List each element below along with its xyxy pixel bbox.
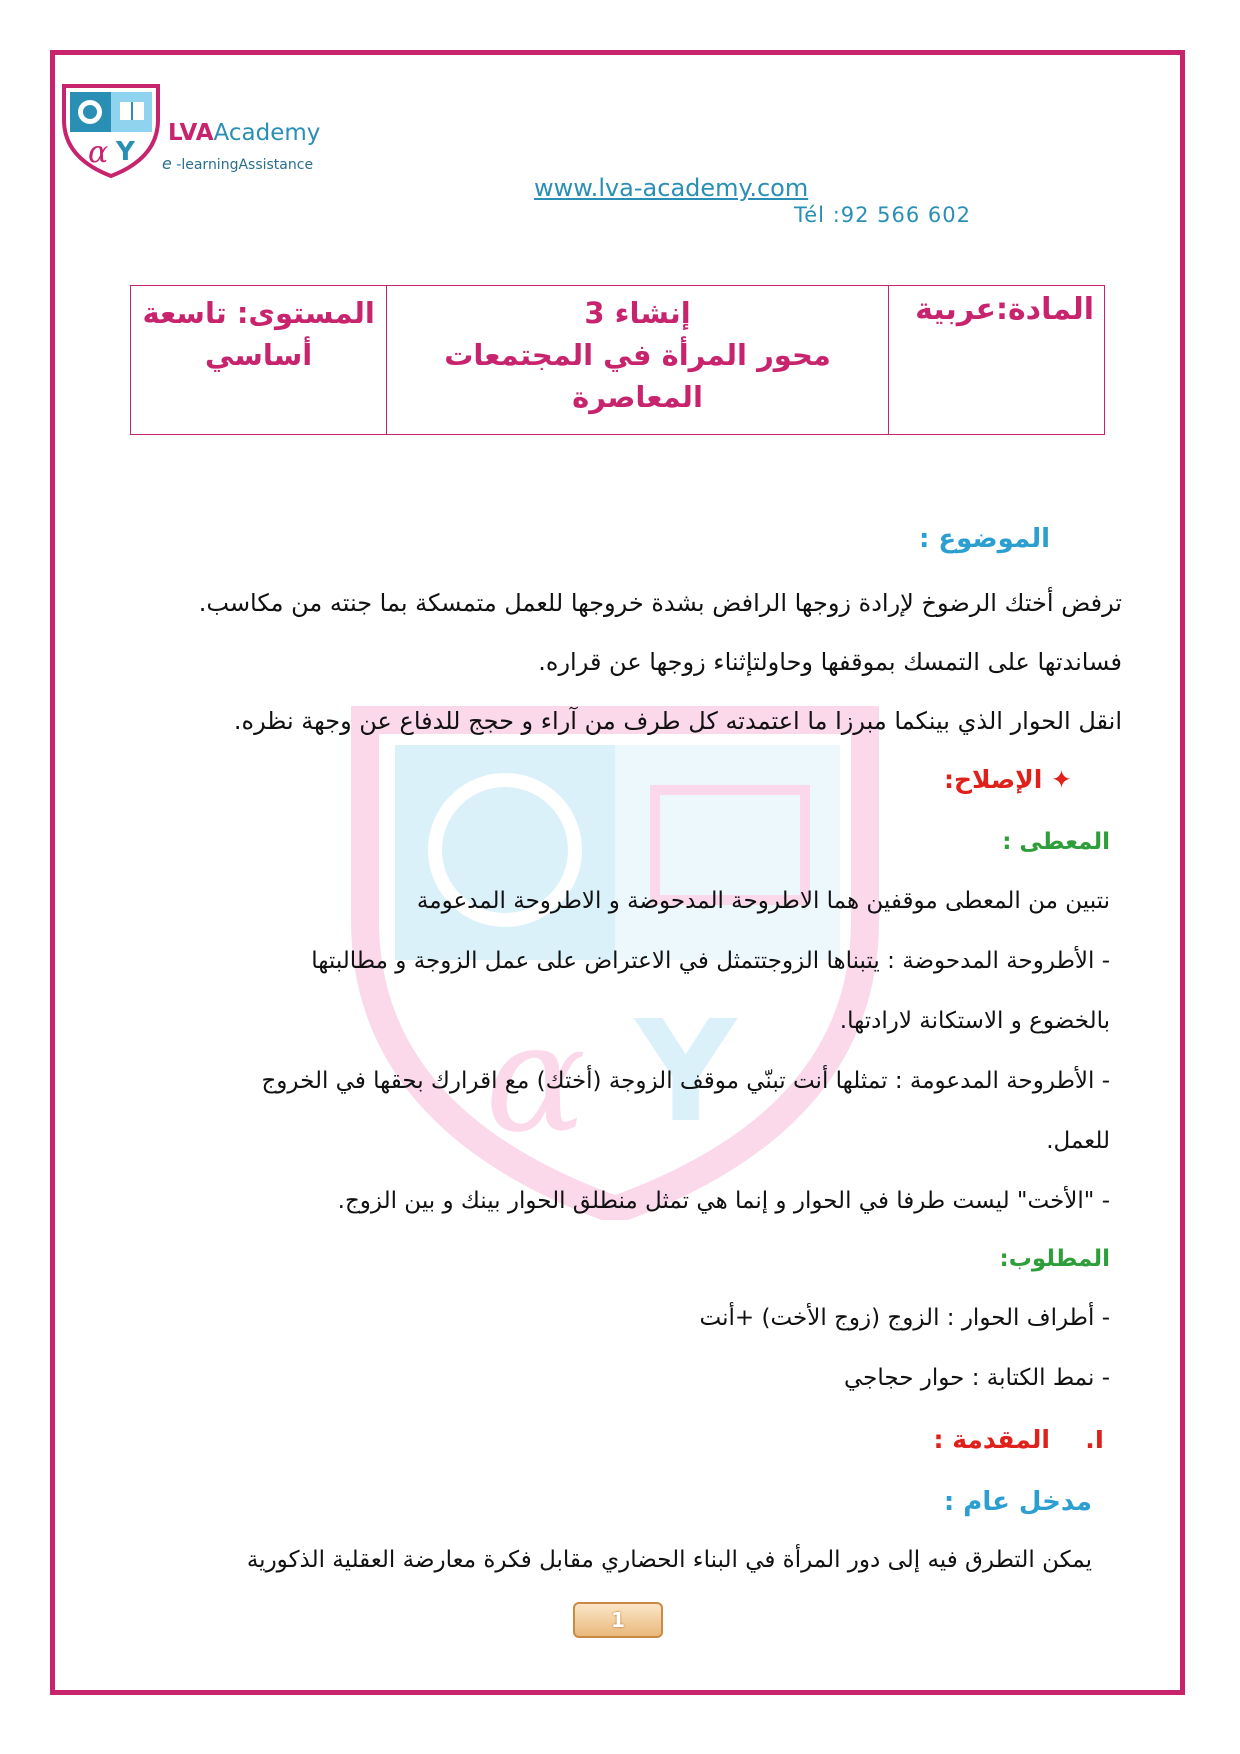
given-heading: المعطى :: [1002, 829, 1110, 855]
lesson-number: إنشاء 3: [584, 296, 691, 330]
required-line-2: - نمط الكتابة : حوار حجاجي: [844, 1365, 1110, 1391]
lesson-title-line1: محور المرأة في المجتمعات: [444, 338, 831, 373]
given-line-4: - الأطروحة المدعومة : تمثلها أنت تبنّي موقف الزوجة (أختك) مع اقرارك بحقها في الخروج: [261, 1068, 1110, 1094]
svg-text:Y: Y: [635, 991, 737, 1154]
tagline-e: e: [162, 154, 172, 173]
general-intro-heading: مدخل عام :: [943, 1487, 1092, 1517]
given-line-1: نتبين من المعطى موقفين هما الاطروحة المدحوضة و الاطروحة المدعومة: [416, 888, 1110, 914]
tagline-rest: -learningAssistance: [171, 157, 314, 173]
svg-text:α: α: [485, 992, 587, 1166]
required-heading: المطلوب:: [999, 1246, 1110, 1272]
title-cell: [387, 286, 889, 435]
lva-academy-logo: [58, 80, 164, 180]
phone-number: Tél :92 566 602: [794, 203, 972, 227]
brand-suffix: Academy: [213, 120, 321, 146]
brand-tagline: [162, 154, 313, 173]
brand-name: [168, 120, 320, 146]
given-line-3: بالخضوع و الاستكانة لارادتها.: [839, 1008, 1110, 1034]
given-line-5: للعمل.: [1046, 1128, 1110, 1154]
intro-number: I.: [1085, 1425, 1104, 1454]
svg-text:Y: Y: [116, 137, 135, 167]
lesson-title-line2: المعاصرة: [572, 380, 703, 415]
topic-line-1: ترفض أختك الرضوخ لإرادة زوجها الرافض بشدة خروجها للعمل متمسكة بما جنته من مكاسب.: [198, 589, 1122, 617]
info-table: [130, 285, 1105, 435]
info-row: [131, 286, 1105, 435]
level-line1: المستوى: تاسعة: [142, 296, 375, 330]
topic-line-3: انقل الحوار الذي بينكما مبرزا ما اعتمدته كل طرف من آراء و حجج للدفاع عن وجهة نظره.: [233, 707, 1122, 735]
level-cell: [131, 286, 387, 435]
brand-prefix: LVA: [168, 120, 214, 146]
correction-heading: ✦ الإصلاح:: [944, 765, 1072, 794]
topic-heading: الموضوع :: [918, 524, 1050, 554]
svg-text:α: α: [88, 135, 109, 170]
given-line-6: - "الأخت" ليست طرفا في الحوار و إنما هي تمثل منطلق الحوار بينك و بين الزوج.: [337, 1188, 1110, 1214]
level-line2: أساسي: [205, 338, 313, 373]
given-line-2: - الأطروحة المدحوضة : يتبناها الزوجتتمثل في الاعتراض على عمل الزوجة و مطالبتها: [311, 948, 1110, 974]
page-number: 1: [573, 1602, 663, 1638]
subject-cell: [888, 286, 1104, 435]
subject-label: المادة:عربية: [915, 292, 1094, 327]
general-intro-line: يمكن التطرق فيه إلى دور المرأة في البناء الحضاري مقابل فكرة معارضة العقلية الذكورية: [246, 1547, 1092, 1573]
website-link[interactable]: www.lva-academy.com: [534, 174, 809, 202]
intro-heading: المقدمة :: [933, 1425, 1050, 1454]
required-line-1: - أطراف الحوار : الزوج (زوج الأخت) +أنت: [699, 1305, 1110, 1331]
topic-line-2: فساندتها على التمسك بموقفها وحاولتإثناء زوجها عن قراره.: [538, 648, 1122, 676]
